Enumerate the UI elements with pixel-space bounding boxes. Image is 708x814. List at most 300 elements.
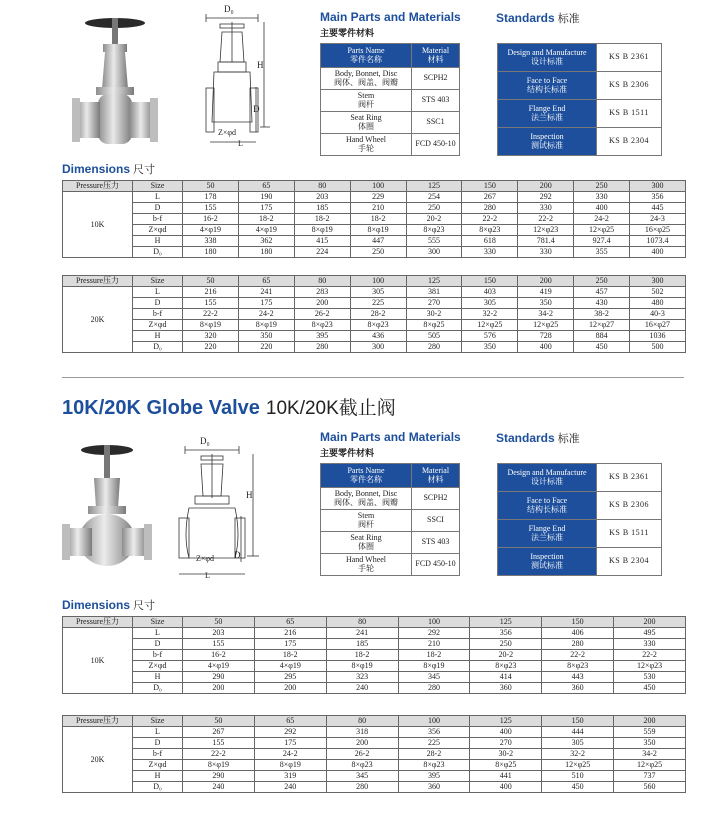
- table-row: [63, 782, 686, 793]
- row-label: H: [133, 331, 183, 342]
- table-row: [63, 650, 686, 661]
- value-cell: 356: [630, 192, 686, 203]
- value-cell: 28-2: [398, 749, 470, 760]
- value-cell: 8×φ23: [406, 225, 462, 236]
- standard-value: KS B 2306: [597, 492, 662, 520]
- value-cell: 4×φ19: [183, 661, 255, 672]
- value-cell: 560: [614, 782, 686, 793]
- row-label: H: [133, 236, 183, 247]
- value-cell: 250: [406, 203, 462, 214]
- value-cell: 480: [630, 298, 686, 309]
- value-cell: 8×φ23: [542, 661, 614, 672]
- value-cell: 406: [542, 628, 614, 639]
- gate-parts-subtitle: 主要零件材料: [320, 29, 375, 39]
- value-cell: 32-2: [462, 309, 518, 320]
- standard-label: Face to Face 结构长标准: [498, 492, 597, 520]
- size-cell: 80: [294, 181, 350, 192]
- value-cell: 280: [326, 782, 398, 793]
- standard-value: KS B 2361: [597, 44, 662, 72]
- size-header: Size: [133, 181, 183, 192]
- value-cell: 32-2: [542, 749, 614, 760]
- value-cell: 400: [470, 782, 542, 793]
- globe-dimensions-title: Dimensions 尺寸: [62, 598, 156, 612]
- row-label: Z×φd: [133, 320, 183, 331]
- size-cell: 200: [518, 181, 574, 192]
- value-cell: 34-2: [614, 749, 686, 760]
- standard-label: Flange End 法兰标准: [498, 520, 597, 548]
- value-cell: 24-2: [254, 749, 326, 760]
- value-cell: 436: [350, 331, 406, 342]
- table-row: [63, 639, 686, 650]
- parts-name: Body, Bonnet, Disc 阀体、阀盖、阀瓣: [321, 68, 412, 90]
- size-cell: 65: [238, 181, 294, 192]
- value-cell: 38-2: [574, 309, 630, 320]
- size-header: Size: [133, 716, 183, 727]
- value-cell: 267: [462, 192, 518, 203]
- value-cell: 8×φ23: [294, 320, 350, 331]
- value-cell: 18-2: [326, 650, 398, 661]
- gate-standards-table: [497, 43, 662, 156]
- size-cell: 80: [326, 716, 398, 727]
- value-cell: 8×φ19: [326, 661, 398, 672]
- value-cell: 216: [183, 287, 239, 298]
- value-cell: 400: [470, 727, 542, 738]
- table-row: [63, 203, 686, 214]
- row-label: D₀: [133, 782, 183, 793]
- value-cell: 200: [183, 683, 255, 694]
- row-label: H: [133, 672, 183, 683]
- size-cell: 150: [542, 617, 614, 628]
- gate-label-h: H: [257, 60, 264, 70]
- globe-label-zxd: Z×φd: [196, 554, 215, 563]
- value-cell: 175: [254, 639, 326, 650]
- table-row: [63, 672, 686, 683]
- standard-label: Face to Face 结构长标准: [498, 72, 597, 100]
- value-cell: 400: [518, 342, 574, 353]
- row-label: L: [133, 727, 183, 738]
- row-label: D₀: [133, 247, 183, 258]
- value-cell: 4×φ19: [183, 225, 239, 236]
- value-cell: 8×φ23: [350, 320, 406, 331]
- value-cell: 295: [254, 672, 326, 683]
- value-cell: 290: [183, 771, 255, 782]
- value-cell: 457: [574, 287, 630, 298]
- value-cell: 270: [406, 298, 462, 309]
- value-cell: 16-2: [183, 214, 239, 225]
- value-cell: 292: [254, 727, 326, 738]
- size-cell: 125: [470, 617, 542, 628]
- value-cell: 280: [406, 342, 462, 353]
- value-cell: 300: [350, 342, 406, 353]
- value-cell: 362: [238, 236, 294, 247]
- table-row: [63, 320, 686, 331]
- row-label: D₀: [133, 683, 183, 694]
- value-cell: 8×φ19: [183, 320, 239, 331]
- value-cell: 12×φ25: [542, 760, 614, 771]
- gate-dimensions-title: Dimensions 尺寸: [62, 162, 156, 176]
- value-cell: 450: [542, 782, 614, 793]
- value-cell: 16×φ27: [630, 320, 686, 331]
- value-cell: 350: [614, 738, 686, 749]
- value-cell: 203: [294, 192, 350, 203]
- gate-dimensions-20k: [62, 275, 686, 353]
- table-row: [63, 771, 686, 782]
- parts-header-name: Parts Name 零件名称: [321, 44, 412, 68]
- table-row: [63, 683, 686, 694]
- value-cell: 203: [183, 628, 255, 639]
- value-cell: 12×φ27: [574, 320, 630, 331]
- value-cell: 175: [254, 738, 326, 749]
- value-cell: 155: [183, 203, 239, 214]
- value-cell: 24-3: [630, 214, 686, 225]
- value-cell: 495: [614, 628, 686, 639]
- row-label: b-f: [133, 749, 183, 760]
- value-cell: 12×φ23: [518, 225, 574, 236]
- size-cell: 150: [462, 181, 518, 192]
- size-cell: 50: [183, 716, 255, 727]
- value-cell: 8×φ23: [470, 661, 542, 672]
- gate-parts-title: Main Parts and Materials: [320, 10, 461, 24]
- globe-valve-drawing: [175, 436, 261, 586]
- gate-label-zxd: Z×φd: [218, 128, 237, 137]
- table-row: [63, 738, 686, 749]
- table-row: [63, 727, 686, 738]
- size-cell: 200: [614, 617, 686, 628]
- size-header: Size: [133, 617, 183, 628]
- size-cell: 150: [462, 276, 518, 287]
- row-label: b-f: [133, 214, 183, 225]
- value-cell: 8×φ23: [398, 760, 470, 771]
- value-cell: 330: [518, 203, 574, 214]
- value-cell: 356: [470, 628, 542, 639]
- value-cell: 500: [630, 342, 686, 353]
- value-cell: 330: [574, 192, 630, 203]
- table-row: [63, 661, 686, 672]
- table-row: [63, 192, 686, 203]
- size-cell: 125: [406, 181, 462, 192]
- table-row: [63, 247, 686, 258]
- gate-label-d0: D₀: [224, 4, 234, 14]
- table-row: [63, 342, 686, 353]
- value-cell: 318: [326, 727, 398, 738]
- value-cell: 220: [238, 342, 294, 353]
- size-cell: 100: [350, 276, 406, 287]
- table-row: [63, 628, 686, 639]
- table-row: [63, 225, 686, 236]
- size-cell: 65: [254, 716, 326, 727]
- value-cell: 430: [574, 298, 630, 309]
- value-cell: 280: [398, 683, 470, 694]
- parts-material: SCPH2: [412, 68, 460, 90]
- value-cell: 576: [462, 331, 518, 342]
- value-cell: 30-2: [406, 309, 462, 320]
- row-label: D: [133, 298, 183, 309]
- parts-name: Seat Ring 体圈: [321, 532, 412, 554]
- value-cell: 241: [238, 287, 294, 298]
- row-label: L: [133, 287, 183, 298]
- globe-standards-title: Standards 标准: [496, 431, 580, 445]
- parts-material: SSCI: [412, 510, 460, 532]
- value-cell: 1036: [630, 331, 686, 342]
- globe-label-d0: D₀: [200, 436, 210, 446]
- value-cell: 350: [518, 298, 574, 309]
- globe-label-h: H: [246, 490, 253, 500]
- table-row: [63, 760, 686, 771]
- gate-label-d: D: [253, 104, 260, 114]
- value-cell: 292: [518, 192, 574, 203]
- value-cell: 24-2: [238, 309, 294, 320]
- value-cell: 16×φ25: [630, 225, 686, 236]
- parts-name: Hand Wheel 手轮: [321, 134, 412, 156]
- size-cell: 65: [254, 617, 326, 628]
- value-cell: 175: [238, 203, 294, 214]
- standard-label: Inspection 测试标准: [498, 548, 597, 576]
- value-cell: 220: [183, 342, 239, 353]
- value-cell: 24-2: [574, 214, 630, 225]
- value-cell: 419: [518, 287, 574, 298]
- value-cell: 18-2: [398, 650, 470, 661]
- value-cell: 555: [406, 236, 462, 247]
- value-cell: 22-2: [183, 749, 255, 760]
- value-cell: 360: [398, 782, 470, 793]
- parts-material: STS 403: [412, 90, 460, 112]
- value-cell: 290: [183, 672, 255, 683]
- value-cell: 175: [238, 298, 294, 309]
- row-label: D: [133, 203, 183, 214]
- value-cell: 190: [238, 192, 294, 203]
- value-cell: 20-2: [406, 214, 462, 225]
- value-cell: 22-2: [462, 214, 518, 225]
- row-label: D₀: [133, 342, 183, 353]
- value-cell: 224: [294, 247, 350, 258]
- table-row: [63, 309, 686, 320]
- globe-valve-photo: [62, 440, 152, 580]
- value-cell: 22-2: [542, 650, 614, 661]
- value-cell: 8×φ19: [294, 225, 350, 236]
- size-cell: 100: [398, 617, 470, 628]
- section-divider: [62, 377, 684, 378]
- value-cell: 360: [542, 683, 614, 694]
- row-label: b-f: [133, 309, 183, 320]
- value-cell: 320: [183, 331, 239, 342]
- standard-label: Flange End 法兰标准: [498, 100, 597, 128]
- value-cell: 330: [518, 247, 574, 258]
- size-cell: 100: [398, 716, 470, 727]
- value-cell: 381: [406, 287, 462, 298]
- parts-header-material: Material 材料: [412, 464, 460, 488]
- value-cell: 240: [326, 683, 398, 694]
- row-label: L: [133, 628, 183, 639]
- value-cell: 8×φ23: [462, 225, 518, 236]
- value-cell: 216: [254, 628, 326, 639]
- value-cell: 18-2: [238, 214, 294, 225]
- parts-header-name: Parts Name 零件名称: [321, 464, 412, 488]
- parts-header-material: Material 材料: [412, 44, 460, 68]
- size-cell: 50: [183, 276, 239, 287]
- value-cell: 240: [183, 782, 255, 793]
- value-cell: 12×φ25: [614, 760, 686, 771]
- size-cell: 300: [630, 276, 686, 287]
- globe-section-title: 10K/20K Globe Valve 10K/20K截止阀: [62, 397, 396, 419]
- globe-parts-table: [320, 463, 460, 576]
- parts-name: Seat Ring 体圈: [321, 112, 412, 134]
- value-cell: 185: [326, 639, 398, 650]
- table-row: [63, 214, 686, 225]
- value-cell: 338: [183, 236, 239, 247]
- value-cell: 450: [574, 342, 630, 353]
- size-cell: 150: [542, 716, 614, 727]
- value-cell: 8×φ25: [470, 760, 542, 771]
- value-cell: 300: [406, 247, 462, 258]
- value-cell: 1073.4: [630, 236, 686, 247]
- gate-dimensions-10k: [62, 180, 686, 258]
- row-label: b-f: [133, 650, 183, 661]
- size-header: Size: [133, 276, 183, 287]
- parts-name: Stem 阀杆: [321, 510, 412, 532]
- value-cell: 22-2: [518, 214, 574, 225]
- pressure-cell: 10K: [63, 192, 133, 258]
- value-cell: 200: [294, 298, 350, 309]
- value-cell: 240: [254, 782, 326, 793]
- value-cell: 395: [398, 771, 470, 782]
- globe-label-d: D: [234, 550, 241, 560]
- standard-label: Design and Manufacture 设计标准: [498, 464, 597, 492]
- table-row: [63, 749, 686, 760]
- value-cell: 728: [518, 331, 574, 342]
- value-cell: 180: [238, 247, 294, 258]
- value-cell: 12×φ25: [518, 320, 574, 331]
- pressure-cell: 10K: [63, 628, 133, 694]
- value-cell: 927.4: [574, 236, 630, 247]
- size-cell: 300: [630, 181, 686, 192]
- standard-value: KS B 2361: [597, 464, 662, 492]
- globe-dimensions-20k: [62, 715, 686, 793]
- value-cell: 18-2: [294, 214, 350, 225]
- value-cell: 250: [350, 247, 406, 258]
- standard-value: KS B 2304: [597, 128, 662, 156]
- parts-name: Hand Wheel 手轮: [321, 554, 412, 576]
- value-cell: 444: [542, 727, 614, 738]
- value-cell: 155: [183, 738, 255, 749]
- value-cell: 502: [630, 287, 686, 298]
- size-cell: 200: [518, 276, 574, 287]
- parts-material: SCPH2: [412, 488, 460, 510]
- value-cell: 355: [574, 247, 630, 258]
- value-cell: 200: [326, 738, 398, 749]
- size-cell: 50: [183, 617, 255, 628]
- pressure-header: Pressure压力: [63, 181, 133, 192]
- value-cell: 8×φ19: [183, 760, 255, 771]
- value-cell: 200: [254, 683, 326, 694]
- value-cell: 447: [350, 236, 406, 247]
- value-cell: 350: [238, 331, 294, 342]
- value-cell: 330: [614, 639, 686, 650]
- value-cell: 350: [462, 342, 518, 353]
- value-cell: 225: [350, 298, 406, 309]
- value-cell: 210: [398, 639, 470, 650]
- value-cell: 441: [470, 771, 542, 782]
- gate-valve-drawing: [200, 2, 276, 152]
- value-cell: 345: [326, 771, 398, 782]
- value-cell: 356: [398, 727, 470, 738]
- size-cell: 250: [574, 181, 630, 192]
- value-cell: 781.4: [518, 236, 574, 247]
- value-cell: 254: [406, 192, 462, 203]
- value-cell: 22-2: [183, 309, 239, 320]
- value-cell: 155: [183, 298, 239, 309]
- size-cell: 125: [406, 276, 462, 287]
- value-cell: 283: [294, 287, 350, 298]
- value-cell: 280: [462, 203, 518, 214]
- standard-value: KS B 1511: [597, 520, 662, 548]
- gate-label-l: L: [238, 139, 243, 148]
- globe-dimensions-10k: [62, 616, 686, 694]
- value-cell: 530: [614, 672, 686, 683]
- value-cell: 8×φ19: [350, 225, 406, 236]
- value-cell: 360: [470, 683, 542, 694]
- value-cell: 8×φ23: [326, 760, 398, 771]
- value-cell: 305: [542, 738, 614, 749]
- value-cell: 250: [470, 639, 542, 650]
- value-cell: 510: [542, 771, 614, 782]
- table-row: [63, 331, 686, 342]
- table-row: [63, 287, 686, 298]
- value-cell: 305: [462, 298, 518, 309]
- value-cell: 395: [294, 331, 350, 342]
- value-cell: 323: [326, 672, 398, 683]
- standard-value: KS B 1511: [597, 100, 662, 128]
- standard-label: Inspection 测试标准: [498, 128, 597, 156]
- gate-parts-table: [320, 43, 460, 156]
- value-cell: 445: [630, 203, 686, 214]
- value-cell: 4×φ19: [254, 661, 326, 672]
- value-cell: 18-2: [254, 650, 326, 661]
- row-label: Z×φd: [133, 225, 183, 236]
- pressure-cell: 20K: [63, 287, 133, 353]
- value-cell: 8×φ19: [238, 320, 294, 331]
- value-cell: 178: [183, 192, 239, 203]
- size-cell: 125: [470, 716, 542, 727]
- standard-label: Design and Manufacture 设计标准: [498, 44, 597, 72]
- value-cell: 18-2: [350, 214, 406, 225]
- value-cell: 20-2: [470, 650, 542, 661]
- globe-standards-table: [497, 463, 662, 576]
- value-cell: 403: [462, 287, 518, 298]
- value-cell: 415: [294, 236, 350, 247]
- size-cell: 200: [614, 716, 686, 727]
- value-cell: 884: [574, 331, 630, 342]
- value-cell: 155: [183, 639, 255, 650]
- value-cell: 40-3: [630, 309, 686, 320]
- value-cell: 345: [398, 672, 470, 683]
- size-cell: 80: [326, 617, 398, 628]
- pressure-header: Pressure压力: [63, 617, 133, 628]
- value-cell: 400: [574, 203, 630, 214]
- parts-material: FCD 450-10: [412, 554, 460, 576]
- size-cell: 50: [183, 181, 239, 192]
- value-cell: 400: [630, 247, 686, 258]
- row-label: D: [133, 738, 183, 749]
- standard-value: KS B 2304: [597, 548, 662, 576]
- value-cell: 559: [614, 727, 686, 738]
- value-cell: 210: [350, 203, 406, 214]
- globe-parts-title: Main Parts and Materials: [320, 430, 461, 444]
- value-cell: 185: [294, 203, 350, 214]
- value-cell: 292: [398, 628, 470, 639]
- value-cell: 505: [406, 331, 462, 342]
- globe-parts-subtitle: 主要零件材料: [320, 449, 375, 459]
- value-cell: 30-2: [470, 749, 542, 760]
